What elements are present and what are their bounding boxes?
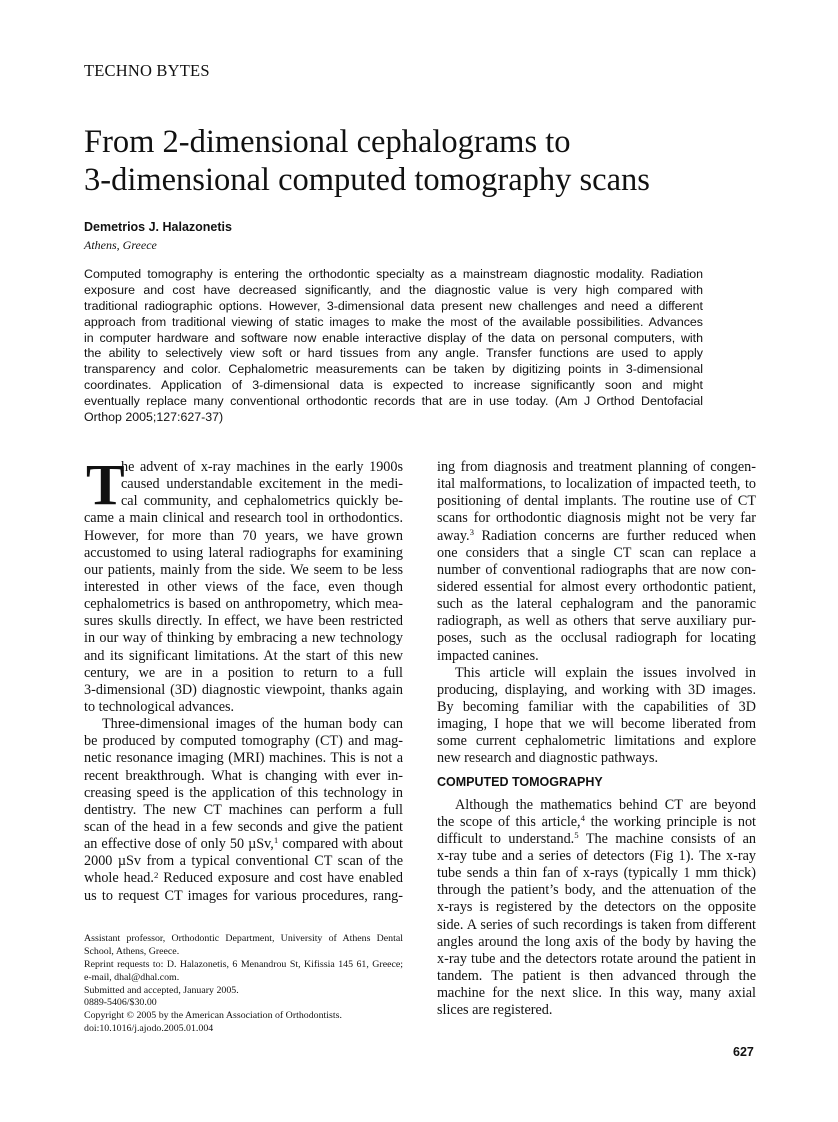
paragraph [437, 797, 756, 1020]
body-column-left [84, 452, 403, 905]
text-line: be produced by computed tomography (CT) and mag- [84, 733, 403, 750]
text-line: the ability to selectively view soft or hard tissues from any angle. Transfer functions are used to apply [84, 346, 703, 361]
text-line: doi:10.1016/j.ajodo.2005.01.004 [84, 1023, 214, 1035]
text-line: radiograph, as well as others that serve auxiliary pur- [437, 613, 756, 630]
reference-superscript: 1 [273, 835, 279, 846]
text-line: and its significant limitations. At the start of this new [84, 647, 403, 664]
text-line: poses, such as the occlusal radiograph for locating [437, 630, 756, 647]
text-line: ing from diagnosis and treatment planning of congen- [437, 459, 756, 475]
text-line: in our way of thinking by embracing a new technology [84, 630, 403, 647]
paragraph [437, 665, 756, 768]
text-line: one considers that a single CT scan can replace a [437, 544, 756, 561]
text-line: new research and diagnostic pathways. [437, 750, 659, 767]
section-heading: COMPUTED TOMOGRAPHY [437, 774, 603, 789]
text-line: 0889-5406/$30.00 [84, 997, 157, 1009]
body-column-right [437, 459, 756, 1019]
text-line: Although the mathematics behind CT are beyond [455, 796, 756, 813]
text-line: the scope of this article,$^4$ the working principle is not [437, 812, 756, 830]
author-affiliation: Athens, Greece [84, 238, 157, 252]
text-line: whole head.$^2$ Reduced exposure and cost have enabled [84, 869, 403, 887]
text-line: difficult to understand.$^5$ The machine consists of an [437, 829, 757, 847]
text-line: number of conventional radiographs that are now con- [437, 561, 756, 578]
text-line: 3-dimensional (3D) diagnostic viewpoint, thanks again [84, 681, 403, 698]
text-line: Assistant professor, Orthodontic Department, University of Athens Dental [84, 933, 403, 944]
text-line: Orthop 2005;127:627-37) [84, 410, 224, 425]
text-line: an effective dose of only 50 µSv,$^1$ compared with about [84, 835, 403, 853]
text-line: our patients, mainly from the side. We seem to be less [84, 561, 403, 578]
text-line: Computed tomography is entering the orthodontic specialty as a mainstream diagnostic modality. Radiation [84, 267, 703, 281]
text-line: x-ray tube and the detectors rotate around the patient in [437, 950, 756, 967]
text-line: Copyright © 2005 by the American Association of Orthodontists. [84, 1010, 342, 1022]
reference-superscript: 4 [580, 812, 586, 823]
text-line: us to request CT images for various procedures, rang- [84, 887, 403, 904]
text-line: exposure and cost have decreased significantly, and the diagnostic value is very high compared with [84, 282, 703, 297]
text-line: School, Athens, Greece. [84, 945, 180, 957]
text-line: scans for orthodontic diagnosis might not be very far [437, 510, 756, 527]
section-label: TECHNO BYTES [84, 61, 210, 80]
text-line: cephalometrics is based on anthropometry, which mea- [84, 596, 403, 613]
text-line: x-ray tube and a series of detectors (Fig 1). The x-ray [437, 847, 756, 864]
text-line: to technological advances. [84, 698, 235, 715]
text-line: traditional radiographic options. However, 3-dimensional data present new challenges and need a different [84, 298, 703, 313]
page-number: 627 [733, 1045, 754, 1059]
title-line: 3-dimensional computed tomography scans [84, 162, 650, 198]
text-line: producing, displaying, and working with 3D images. [437, 681, 756, 698]
text-line: creasing speed is the application of this technology in [84, 784, 403, 801]
text-line: side. A series of such recordings is taken from different [437, 916, 756, 933]
text-line: interested in other views of the face, even though [84, 578, 403, 595]
text-line: angles around the long axis of the body by having the [437, 933, 756, 950]
text-line: imaging, I hope that we will become liberated from [437, 716, 756, 733]
text-line: 2000 µSv from a typical conventional CT scan of the [84, 853, 403, 870]
text-line: dentistry. The new CT machines can perform a full [84, 801, 403, 818]
text-line: recent breakthrough. What is changing with ever in- [84, 767, 403, 784]
article-title [84, 123, 650, 199]
text-line: tube sends a thin fan of x-rays (typically 1 mm thick) [437, 865, 756, 882]
paragraph [84, 452, 403, 716]
text-line: Submitted and accepted, January 2005. [84, 984, 239, 996]
text-line: some current cephalometric limitations and explore [437, 733, 756, 750]
text-line: eventually replace many conventional orthodontic records that are in use today. (Am J Orthod Dentofacial [84, 394, 703, 409]
text-line: By becoming familiar with the capabilities of 3D [437, 698, 756, 715]
text-line: positioning of dental implants. The routine use of CT [437, 493, 756, 510]
text-line: Reprint requests to: D. Halazonetis, 6 Menandrou St, Kifissia 145 61, Greece; [84, 958, 403, 970]
text-line: came a main clinical and research tool in orthodontics. [84, 510, 403, 527]
reference-superscript: 3 [469, 526, 474, 537]
reference-superscript: 5 [574, 829, 579, 840]
text-line: accustomed to using lateral radiographs for examining [84, 544, 403, 561]
author-name: Demetrios J. Halazonetis [84, 220, 232, 234]
text-line: machine for the next slice. In this way, many axial [437, 985, 756, 1002]
text-line: away.$^3$ Radiation concerns are further reduced when [437, 526, 756, 544]
reference-superscript: 2 [153, 869, 159, 880]
text-line: coordinates. Application of 3-dimensional data is expected to increase significantly soon and might [84, 378, 703, 393]
text-line: tandem. The patient is then advanced through the [437, 967, 756, 984]
text-line: ital malformations, to localization of impacted teeth, to [437, 476, 756, 493]
text-line: x-rays is registered by the detectors on the opposite [437, 899, 756, 916]
text-line: cal community, and cephalometrics quickly be- [121, 493, 403, 510]
text-line: impacted canines. [437, 647, 539, 664]
text-line: he advent of x-ray machines in the early 1900s [121, 459, 403, 475]
text-line: through the patient’s body, and the attenuation of the [437, 882, 756, 899]
footnotes [84, 933, 403, 1036]
text-line: However, for more than 70 years, we have grown [84, 527, 403, 544]
text-line: caused understandable excitement in the medi- [121, 476, 403, 493]
text-line: such as the lateral cephalogram and the panoramic [437, 596, 756, 613]
text-line: century, we are in a position to return to a full [84, 664, 403, 681]
drop-cap: T [86, 452, 125, 517]
text-line: transparency and color. Cephalometric measurements can be taken by digitizing points in 3-dimensional [84, 362, 703, 377]
text-line: sidered essential for almost every orthodontic patient, [437, 578, 756, 595]
paragraph [84, 716, 403, 905]
text-line: slices are registered. [437, 1002, 553, 1019]
text-line: sures skulls directly. In effect, we have been restricted [84, 613, 403, 630]
text-line: scan of the head in a few seconds and give the patient [84, 818, 403, 835]
text-line: approach from traditional viewing of static images to make the most of the available possibilities. Advances [84, 314, 703, 329]
text-line: This article will explain the issues involved in [455, 664, 756, 681]
text-line: Three-dimensional images of the human body can [102, 716, 403, 733]
paragraph [437, 459, 756, 665]
text-line: in computer hardware and software now enable interactive display of the data on personal computers, with [84, 330, 703, 345]
title-line: From 2-dimensional cephalograms to [84, 124, 571, 160]
text-line: e-mail, dhal@dhal.com. [84, 971, 180, 983]
text-line: netic resonance imaging (MRI) machines. This is not a [84, 750, 403, 767]
abstract [84, 267, 703, 426]
